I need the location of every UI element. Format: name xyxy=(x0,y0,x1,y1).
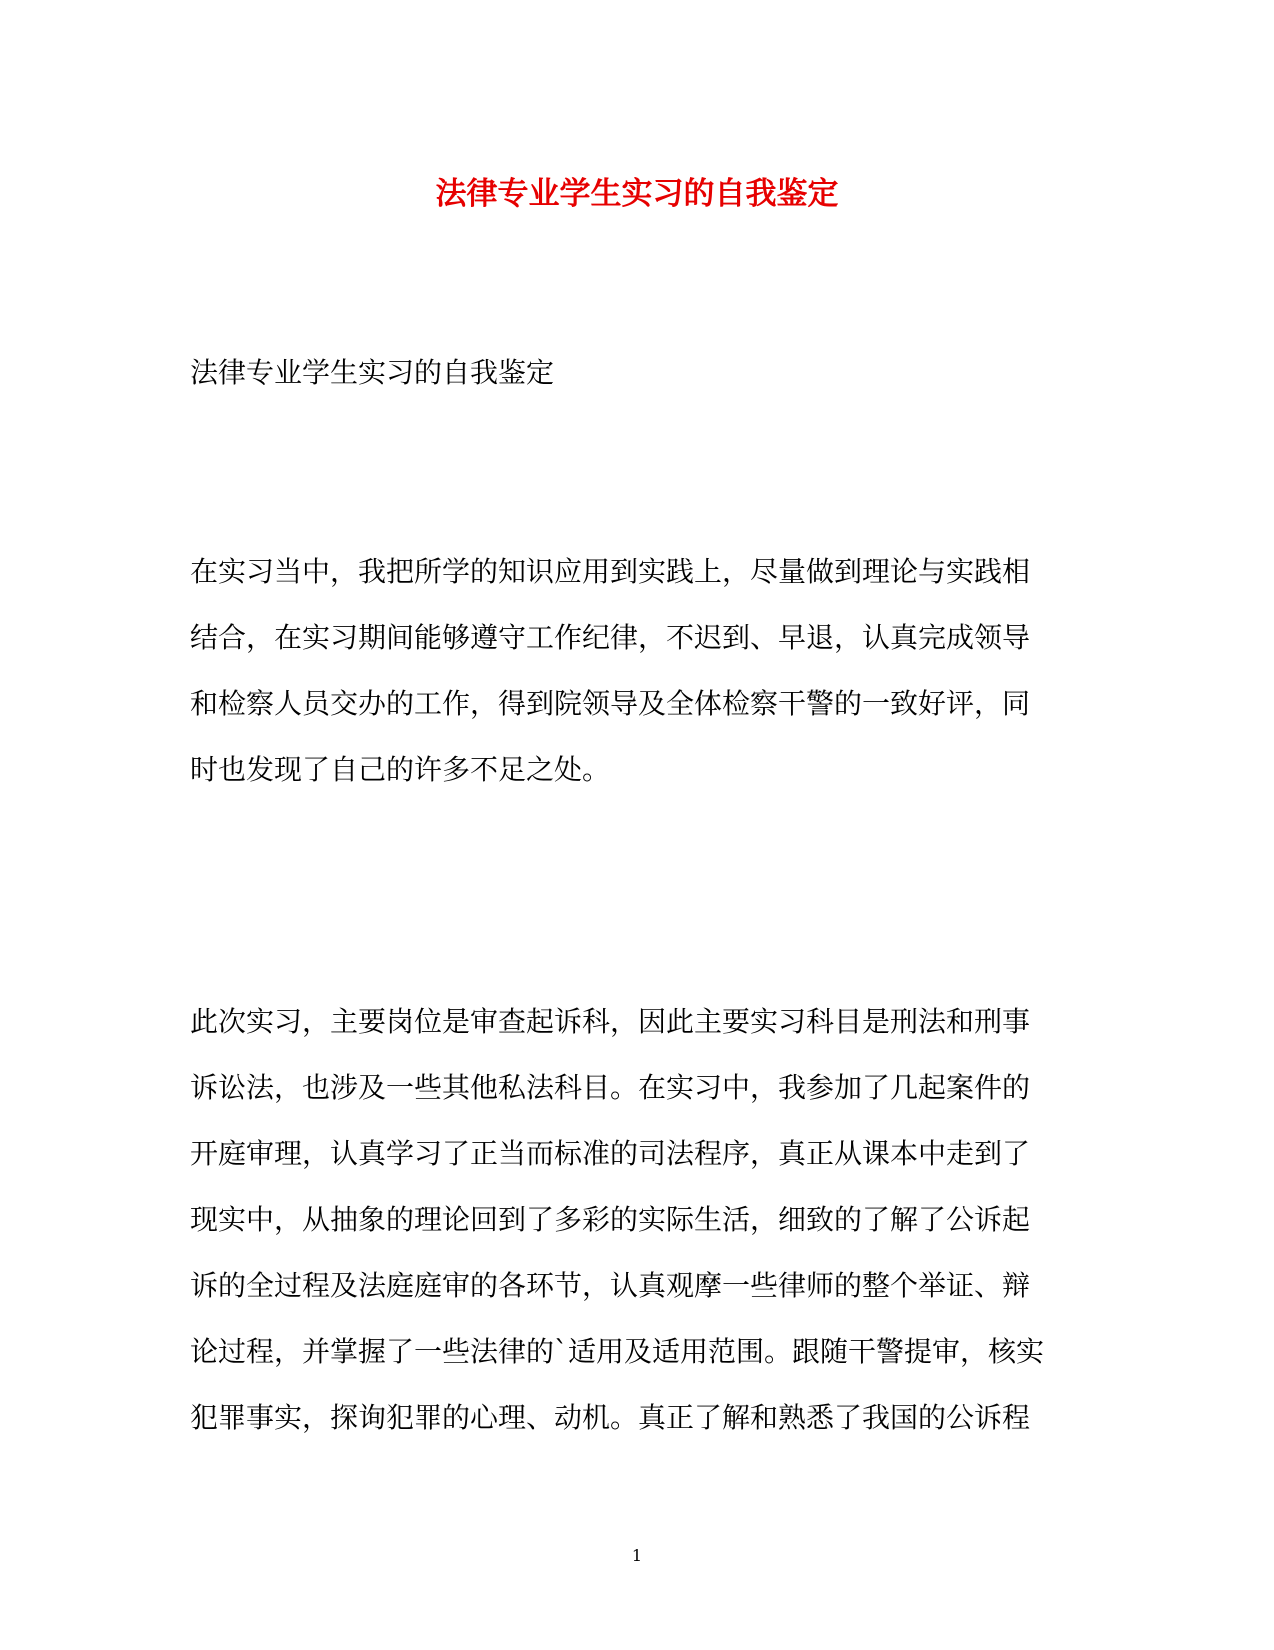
paragraph-line: 犯罪事实，探询犯罪的心理、动机。真正了解和熟悉了我国的公诉程 xyxy=(190,1401,1031,1434)
paragraph-line: 结合，在实习期间能够遵守工作纪律，不迟到、早退，认真完成领导 xyxy=(190,621,1031,654)
paragraph-line: 论过程，并掌握了一些法律的`适用及适用范围。跟随干警提审，核实 xyxy=(190,1335,1045,1368)
paragraph-1 xyxy=(190,552,1110,816)
paragraph-line: 现实中，从抽象的理论回到了多彩的实际生活，细致的了解了公诉起 xyxy=(190,1203,1031,1236)
document-title: 法律专业学生实习的自我鉴定 xyxy=(435,176,839,212)
paragraph-line: 此次实习，主要岗位是审查起诉科，因此主要实习科目是刑法和刑事 xyxy=(190,1005,1031,1038)
paragraph-line: 诉的全过程及法庭庭审的各环节，认真观摩一些律师的整个举证、辩 xyxy=(190,1269,1031,1302)
page-number: 1 xyxy=(631,1546,643,1565)
paragraph-line: 和检察人员交办的工作，得到院领导及全体检察干警的一致好评，同 xyxy=(190,687,1031,720)
document-subtitle: 法律专业学生实习的自我鉴定 xyxy=(190,356,555,389)
paragraph-line: 诉讼法，也涉及一些其他私法科目。在实习中，我参加了几起案件的 xyxy=(190,1071,1031,1104)
paragraph-line: 开庭审理，认真学习了正当而标准的司法程序，真正从课本中走到了 xyxy=(190,1137,1031,1170)
paragraph-line: 时也发现了自己的许多不足之处。 xyxy=(190,753,611,786)
paragraph-line: 在实习当中，我把所学的知识应用到实践上，尽量做到理论与实践相 xyxy=(190,555,1031,588)
paragraph-2 xyxy=(190,1002,1110,1464)
